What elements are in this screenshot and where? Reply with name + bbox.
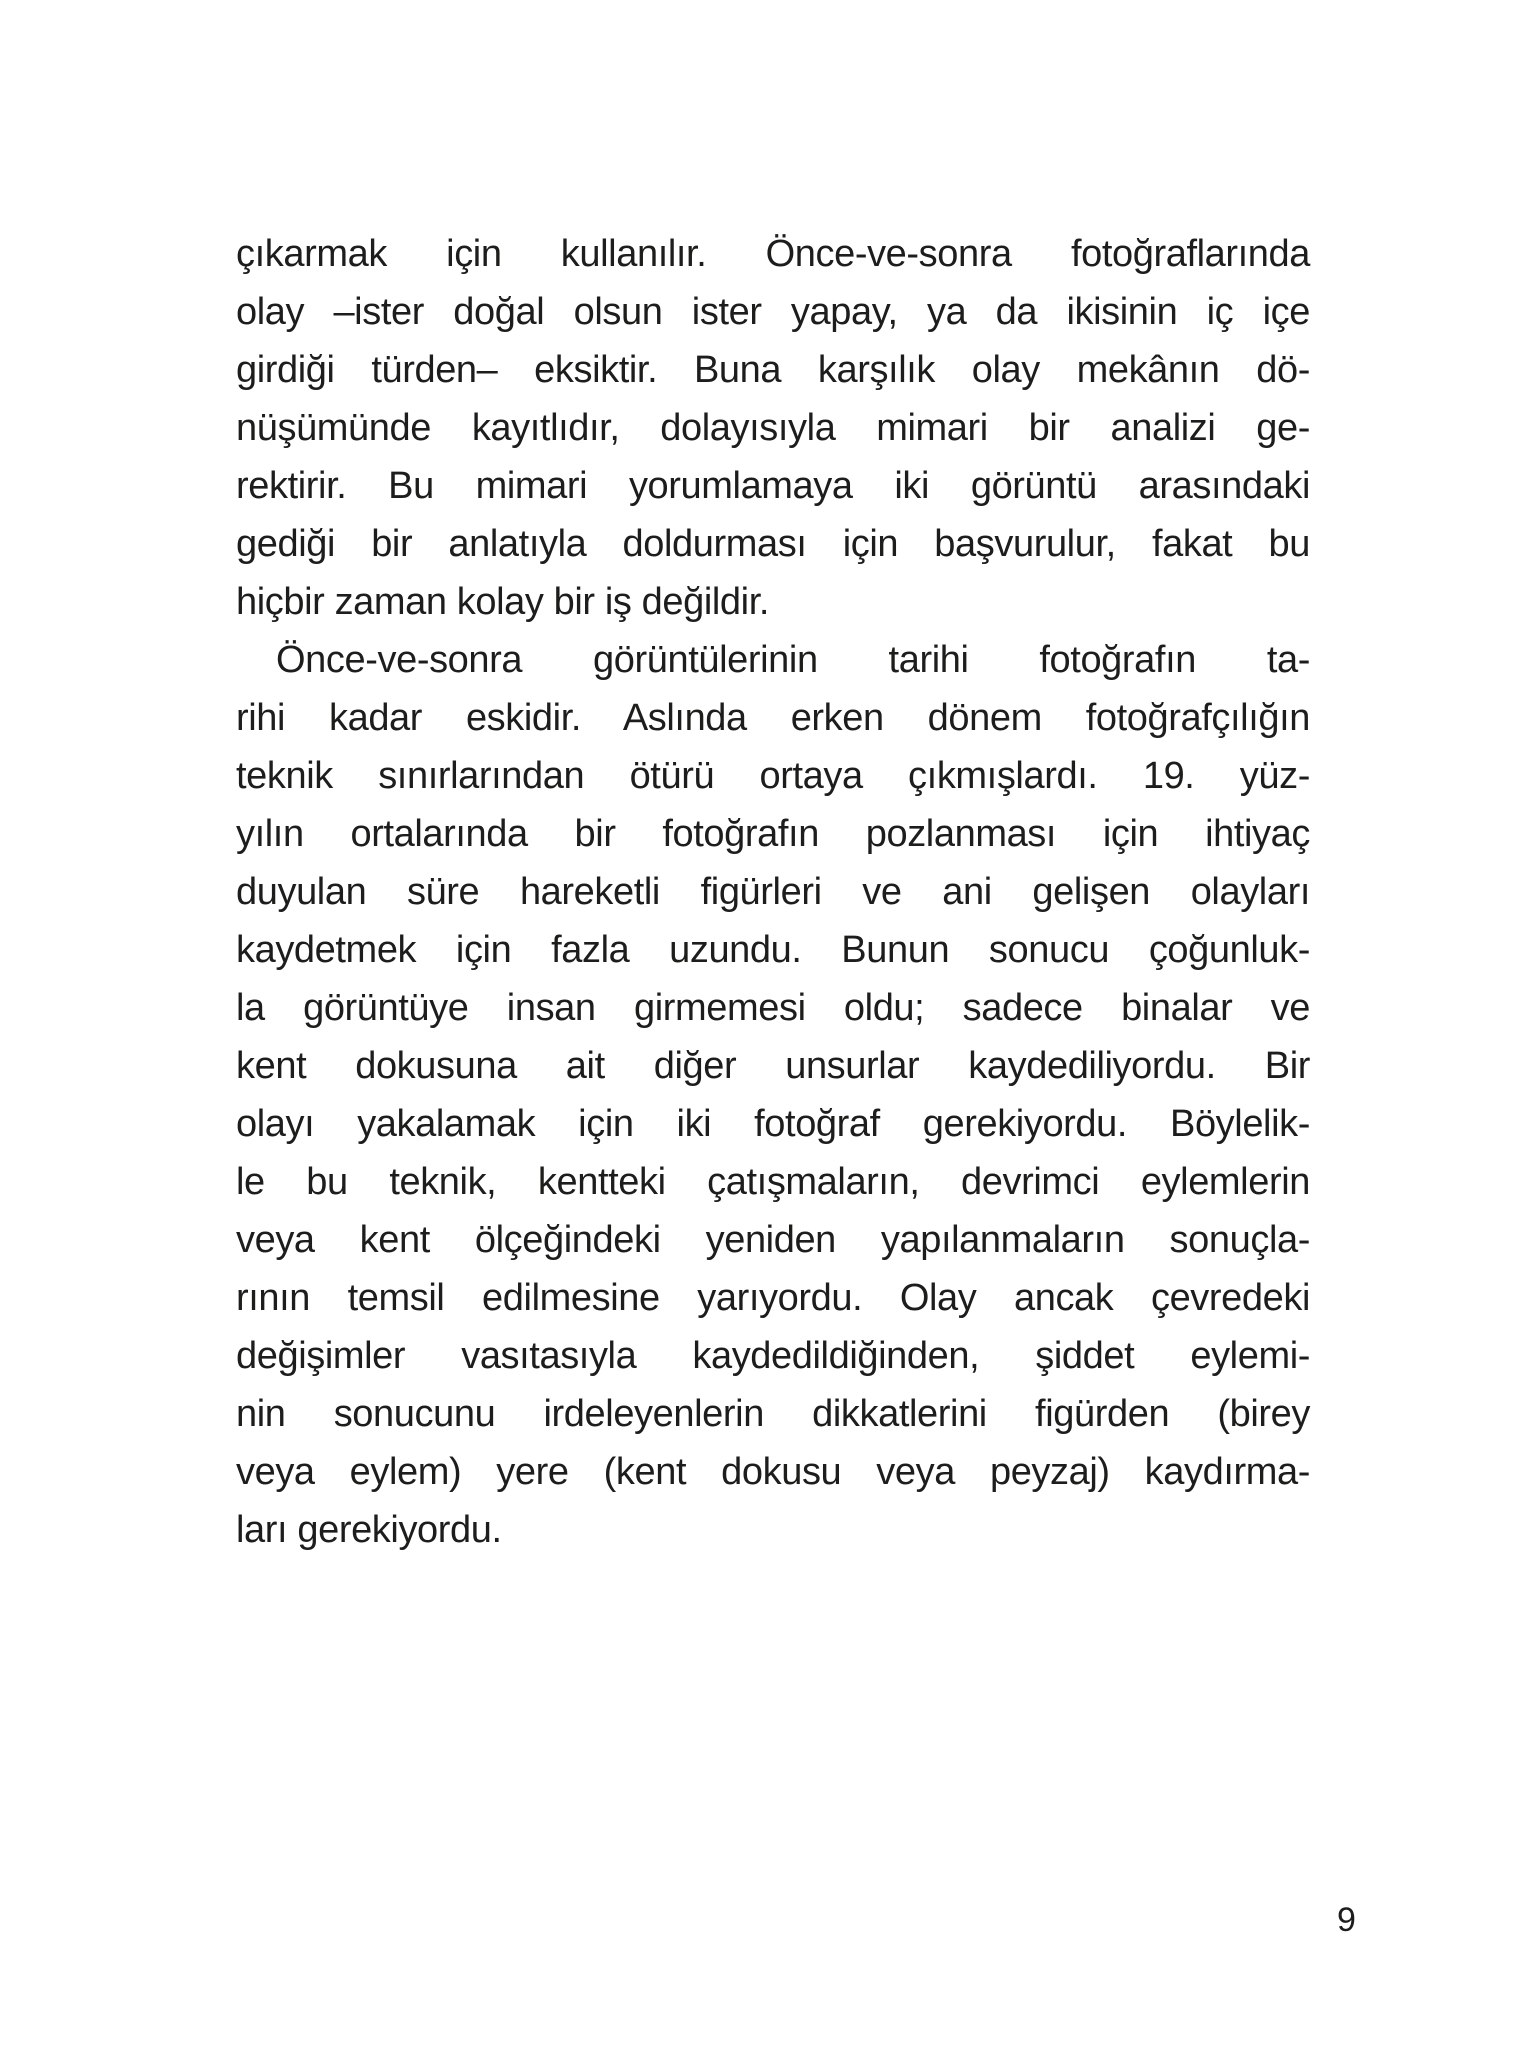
- text-line: kent dokusuna ait diğer unsurlar kaydediliyordu. Bir: [236, 1045, 1310, 1087]
- paragraph-2: [236, 631, 1310, 1559]
- text-line: olayı yakalamak için iki fotoğraf gerekiyordu. Böylelik-: [236, 1103, 1310, 1145]
- text-line: nin sonucunu irdeleyenlerin dikkatlerini figürden (birey: [236, 1393, 1310, 1435]
- text-line: le bu teknik, kentteki çatışmaların, devrimci eylemlerin: [236, 1161, 1310, 1203]
- text-line: girdiği türden– eksiktir. Buna karşılık olay mekânın dö-: [236, 349, 1310, 391]
- body-text: [236, 225, 1310, 1559]
- text-line: rektirir. Bu mimari yorumlamaya iki görüntü arasındaki: [236, 465, 1310, 507]
- text-line: hiçbir zaman kolay bir iş değildir.: [236, 581, 770, 623]
- text-line: gediği bir anlatıyla doldurması için başvurulur, fakat bu: [236, 523, 1310, 565]
- text-line: duyulan süre hareketli figürleri ve ani gelişen olayları: [236, 871, 1310, 913]
- paragraph-1: [236, 225, 1310, 631]
- text-line: olay –ister doğal olsun ister yapay, ya da ikisinin iç içe: [236, 291, 1310, 333]
- text-line: rihi kadar eskidir. Aslında erken dönem fotoğrafçılığın: [236, 697, 1310, 739]
- text-line: değişimler vasıtasıyla kaydedildiğinden, şiddet eylemi-: [236, 1335, 1310, 1377]
- text-line: teknik sınırlarından ötürü ortaya çıkmışlardı. 19. yüz-: [236, 755, 1310, 797]
- text-line: Önce-ve-sonra görüntülerinin tarihi fotoğrafın ta-: [276, 639, 1310, 681]
- text-line: yılın ortalarında bir fotoğrafın pozlanması için ihtiyaç: [236, 813, 1310, 855]
- text-line: rının temsil edilmesine yarıyordu. Olay ancak çevredeki: [236, 1277, 1310, 1319]
- text-line: nüşümünde kayıtlıdır, dolayısıyla mimari bir analizi ge-: [236, 407, 1310, 449]
- page-number: 9: [1337, 1901, 1356, 1939]
- text-line: ları gerekiyordu.: [236, 1509, 502, 1551]
- text-line: la görüntüye insan girmemesi oldu; sadece binalar ve: [236, 987, 1310, 1029]
- text-line: veya eylem) yere (kent dokusu veya peyzaj) kaydırma-: [236, 1451, 1310, 1493]
- text-line: kaydetmek için fazla uzundu. Bunun sonucu çoğunluk-: [236, 929, 1310, 971]
- text-line: veya kent ölçeğindeki yeniden yapılanmaların sonuçla-: [236, 1219, 1310, 1261]
- text-line: çıkarmak için kullanılır. Önce-ve-sonra fotoğraflarında: [236, 233, 1310, 275]
